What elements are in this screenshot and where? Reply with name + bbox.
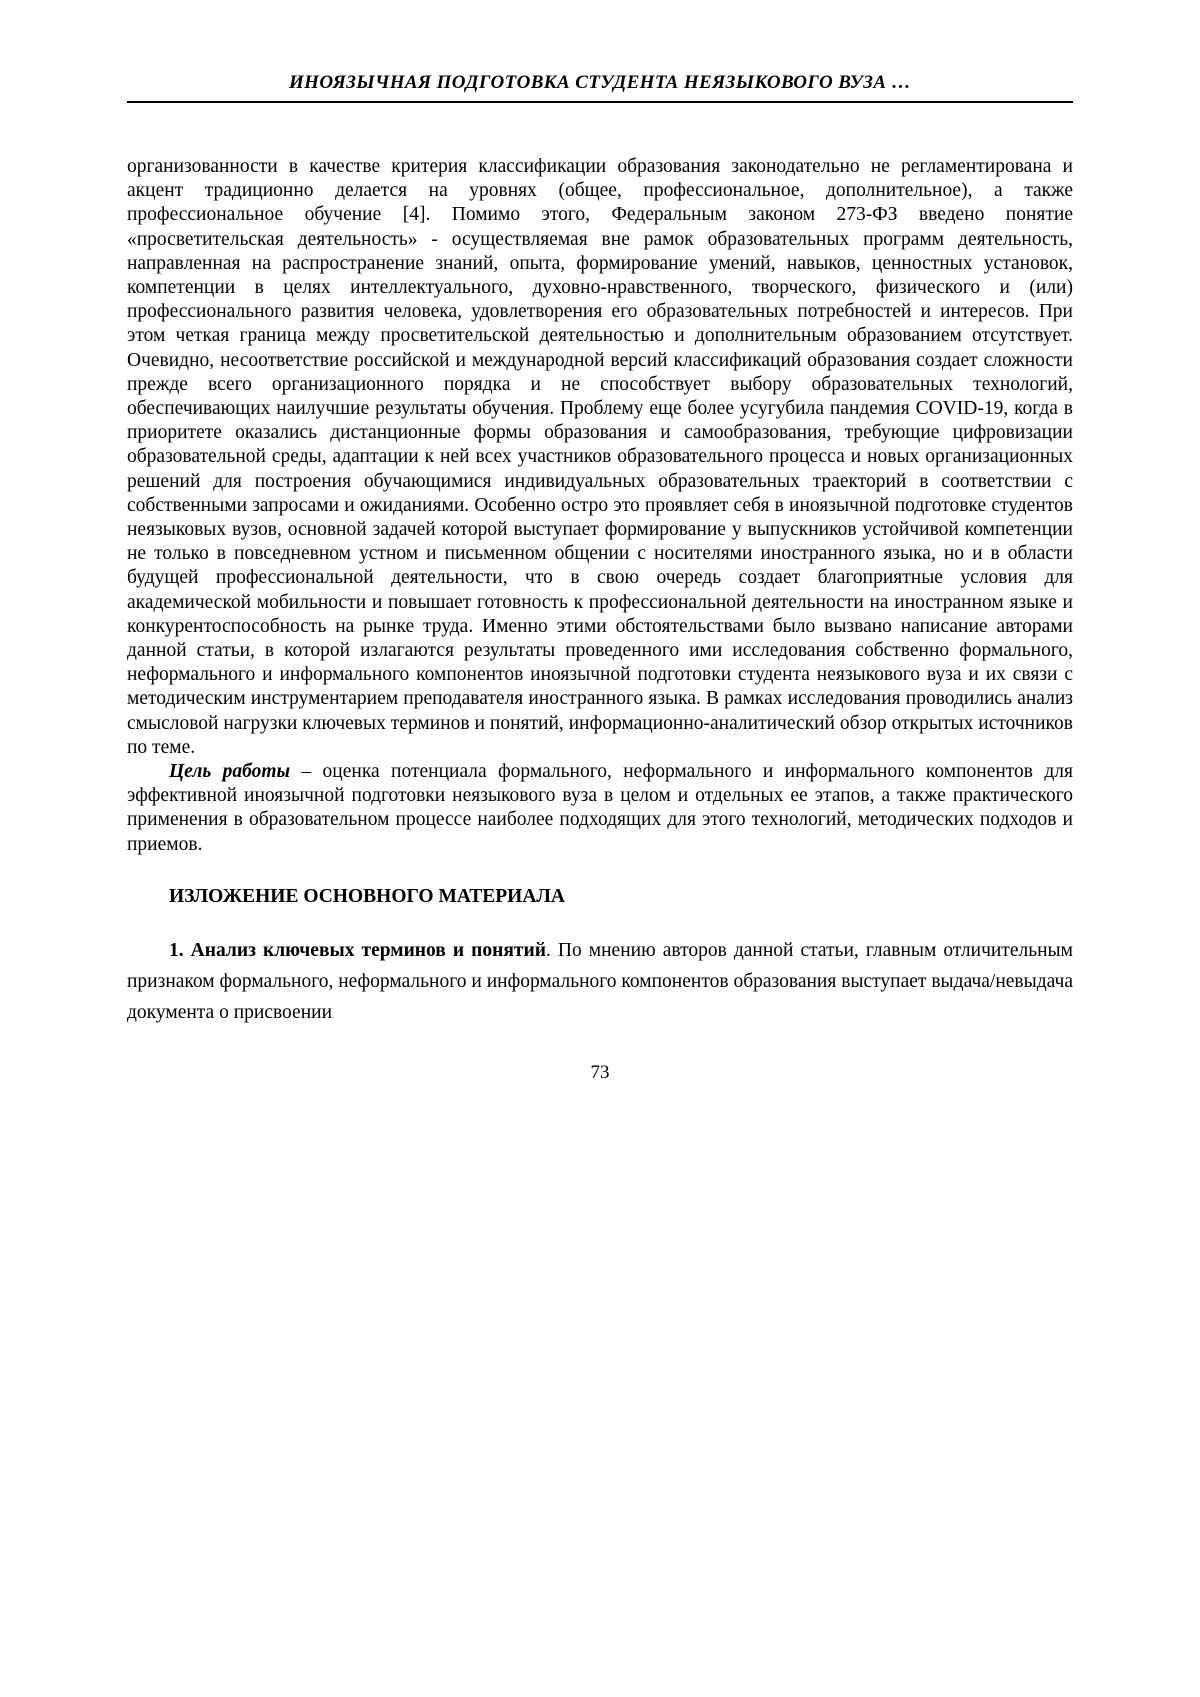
analysis-text: . По мнению авторов данной статьи, главным отличительным признаком формального, неформального и информального компонентов образования выступает выдача/невыдача документа о присвоении xyxy=(127,939,1073,1023)
page-number: 73 xyxy=(590,1061,610,1083)
analysis-term-label: 1. Анализ ключевых терминов и понятий xyxy=(169,939,546,961)
paragraph-goal xyxy=(127,760,1073,857)
running-header-title: ИНОЯЗЫЧНАЯ ПОДГОТОВКА СТУДЕНТА НЕЯЗЫКОВОГО ВУЗА … xyxy=(288,72,911,93)
header-rule xyxy=(127,101,1073,103)
running-header xyxy=(127,0,1073,103)
goal-label: Цель работы xyxy=(169,761,291,783)
section-heading: ИЗЛОЖЕНИЕ ОСНОВНОГО МАТЕРИАЛА xyxy=(169,885,566,907)
paragraph-continuation: организованности в качестве критерия классификации образования законодательно не регламентирована и акцент традиционно делается на уровнях (общее, профессиональное, дополнительное), а также профессиональное обучение [4]. Помимо этого, Федеральным законом 273-ФЗ введено понятие «просветительская деятельность» - осуществляемая вне рамок образовательных программ деятельность, направленная на распространение знаний, опыта, формирование умений, навыков, ценностных установок, компетенции в целях интеллектуального, духовно-нравственного, творческого, физического и (или) профессионального развития человека, удовлетворения его образовательных потребностей и интересов. При этом четкая граница между просветительской деятельностью и дополнительным образованием отсутствует. Очевидно, несоответствие российской и международной версий классификаций образования создает сложности прежде всего организационного порядка и не способствует выбору образовательных технологий, обеспечивающих наилучшие результаты обучения. Проблему еще более усугубила пандемия COVID-19, когда в приоритете оказались дистанционные формы образования и самообразования, требующие цифровизации образовательной среды, адаптации к ней всех участников образовательного процесса и новых организационных решений для построения обучающимися индивидуальных образовательных траекторий в соответствии с собственными запросами и ожиданиями. Особенно остро это проявляет себя в иноязычной подготовке студентов неязыковых вузов, основной задачей которой выступает формирование у выпускников устойчивой компетенции не только в повседневном устном и письменном общении с носителями иностранного языка, но и в области будущей профессиональной деятельности, что в свою очередь создает благоприятные условия для академической мобильности и повышает готовность к профессиональной деятельности на иностранном языке и конкурентоспособность на рынке труда. Именно этими обстоятельствами было вызвано написание авторами данной статьи, в которой излагаются результаты проведенного ими исследования собственно формального, неформального и информального компонентов иноязычной подготовки студента неязыкового вуза и их связи с методическим инструментарием преподавателя иностранного языка. В рамках исследования проводились анализ смысловой нагрузки ключевых терминов и понятий, информационно-аналитический обзор открытых источников по теме. xyxy=(127,156,1073,758)
goal-text: – оценка потенциала формального, неформального и информального компонентов для эффективной иноязычной подготовки неязыкового вуза в целом и отдельных ее этапов, а также практического применения в образовательном процессе наиболее подходящих для этого технологий, методических подходов и приемов. xyxy=(127,761,1073,855)
page-body xyxy=(127,155,1073,1028)
paragraph-analysis xyxy=(127,935,1073,1028)
